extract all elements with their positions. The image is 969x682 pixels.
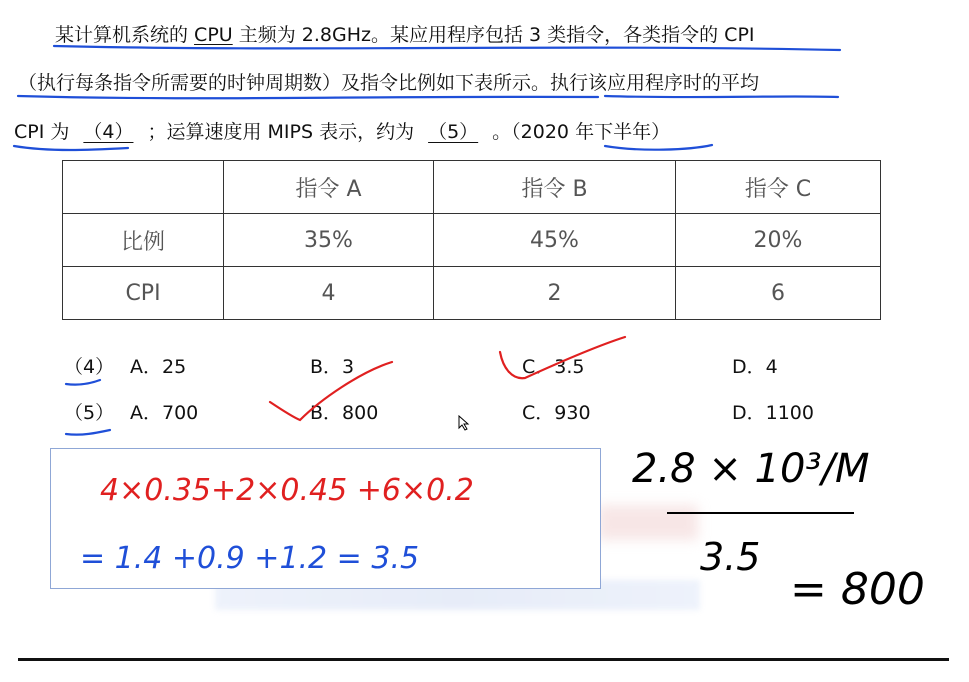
q-text-highlight: 执行该应用程序时的平均 [550, 72, 760, 94]
table-cell: 6 [676, 267, 881, 320]
option-number: （5） [64, 402, 115, 424]
table-cell: 45% [434, 214, 676, 267]
q-text: 某计算机系统的 [55, 24, 195, 46]
option-choice[interactable]: B．800 [310, 402, 379, 424]
hw-result: = 800 [790, 564, 925, 615]
blank-5: （5） [428, 121, 479, 143]
instruction-table [62, 160, 881, 320]
option-choice[interactable]: A．25 [130, 356, 187, 378]
option-choice[interactable]: D．1100 [732, 402, 814, 424]
row-label: CPI [63, 267, 224, 320]
row-label: 比例 [63, 214, 224, 267]
header-cell: 指令 A [224, 161, 434, 214]
header-cell: 指令 C [676, 161, 881, 214]
bottom-divider [18, 658, 949, 661]
option-choice[interactable]: D．4 [732, 356, 778, 378]
table-cell: 20% [676, 214, 881, 267]
handwriting-box [50, 448, 601, 589]
hw-denominator: 3.5 [700, 535, 761, 579]
table-cell: 2 [434, 267, 676, 320]
q-text: 主频为 2.8GHz。某应用程序包括 3 类指令，各类指令的 CPI [232, 24, 755, 46]
underline-opt4 [66, 380, 100, 385]
option-number: （4） [64, 356, 115, 378]
header-cell: 指令 B [434, 161, 676, 214]
table-cell: 4 [224, 267, 434, 320]
underline-line2-b [605, 96, 838, 97]
underline-opt5 [66, 430, 110, 435]
table-row [63, 214, 881, 267]
blurred-artifact [598, 505, 698, 540]
question-line-2 [18, 68, 759, 95]
q-text: ；运算速度用 MIPS 表示，约为 [147, 121, 415, 143]
table-row [63, 267, 881, 320]
q-text-cpu: CPU [194, 24, 233, 46]
hw-red-expression: 4×0.35+2×0.45 +6×0.2 [100, 473, 474, 508]
underline-line3 [14, 146, 128, 150]
underline-year [605, 145, 712, 150]
hw-numerator: 2.8 × 10³/M [632, 446, 870, 492]
q-text-year: 。（2020 年下半年） [492, 121, 671, 143]
table-header-row [63, 161, 881, 214]
question-line-3 [14, 117, 670, 144]
blank-4: （4） [83, 121, 134, 143]
mouse-cursor-icon [458, 415, 470, 431]
option-choice[interactable]: C．3.5 [522, 356, 585, 378]
q-text: （执行每条指令所需要的时钟周期数）及指令比例如下表所示。 [18, 72, 551, 94]
option-choice[interactable]: A．700 [130, 402, 199, 424]
header-cell [63, 161, 224, 214]
option-choice[interactable]: C．930 [522, 402, 591, 424]
hw-blue-expression: = 1.4 +0.9 +1.2 = 3.5 [80, 541, 420, 576]
option-choice[interactable]: B．3 [310, 356, 355, 378]
question-line-1 [55, 20, 755, 47]
q-text: CPI 为 [14, 121, 70, 143]
table-cell: 35% [224, 214, 434, 267]
underline-line2 [18, 96, 598, 98]
